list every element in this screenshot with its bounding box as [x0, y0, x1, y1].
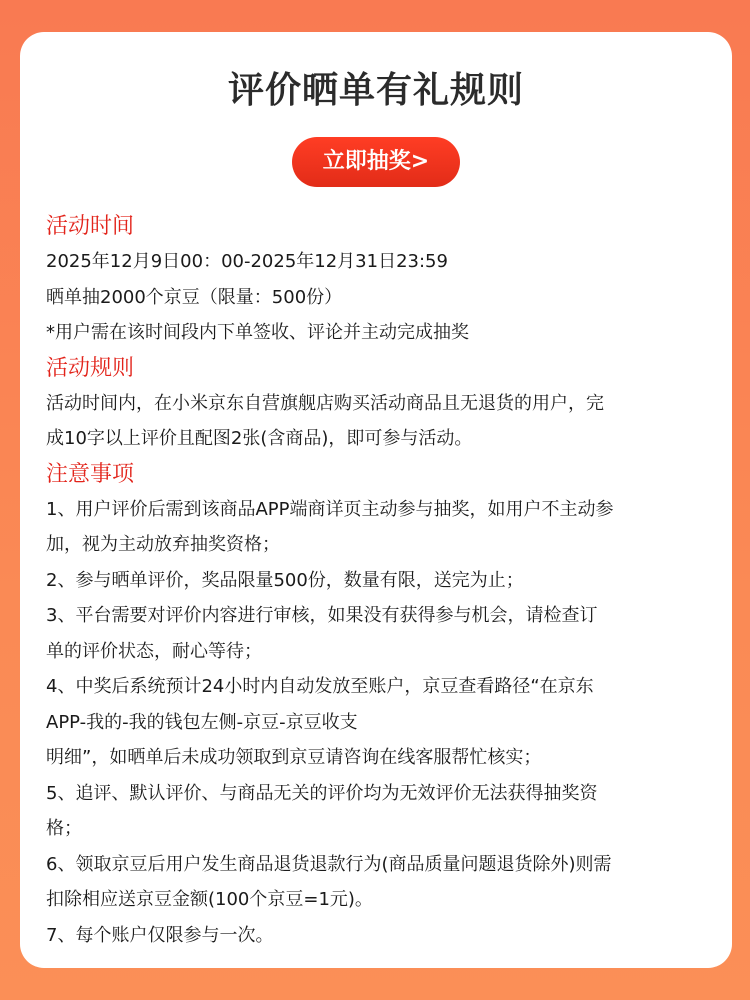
- notes-line: 加，视为主动放弃抽奖资格；: [46, 534, 280, 555]
- notes-line: APP-我的-我的钱包左侧-京豆-京豆收支: [46, 711, 358, 733]
- rules-line: 活动时间内，在小米京东自营旗舰店购买活动商品且无退货的用户，完: [46, 392, 604, 414]
- button-row: [46, 137, 706, 187]
- notes-line: 2、参与晒单评价，奖品限量500份，数量有限，送完为止；: [46, 569, 524, 591]
- notes-line: 5、追评、默认评价、与商品无关的评价均为无效评价无法获得抽奖资: [46, 782, 598, 804]
- section-title-activity-time: 活动时间: [46, 214, 135, 239]
- notes-line: 明细”，如晒单后未成功领取到京豆请咨询在线客服帮忙核实；: [46, 747, 542, 768]
- section-title-activity-rules: 活动规则: [46, 355, 135, 381]
- draw-now-button[interactable]: 立即抽奖>: [292, 137, 460, 187]
- notes-line: 格；: [46, 818, 82, 839]
- page-title: 评价晒单有礼规则: [227, 70, 524, 111]
- notes-line: 扣除相应送京豆金额(100个京豆=1元)。: [46, 889, 373, 910]
- rules-content: [46, 209, 706, 953]
- rules-line: 成10字以上评价且配图2张(含商品)，即可参与活动。: [46, 428, 473, 449]
- notes-line: 单的评价状态，耐心等待；: [46, 640, 262, 662]
- activity-prize-line: 晒单抽2000个京豆（限量：500份）: [46, 286, 343, 308]
- section-title-notes: 注意事项: [46, 461, 135, 487]
- activity-time-line: 2025年12月9日00：00-2025年12月31日23:59: [46, 251, 448, 272]
- notes-line: 3、平台需要对评价内容进行审核，如果没有获得参与机会，请检查订: [46, 605, 598, 626]
- notes-line: 6、领取京豆后用户发生商品退货退款行为(商品质量问题退货除外)则需: [46, 853, 612, 875]
- notes-line: 7、每个账户仅限参与一次。: [46, 924, 274, 946]
- activity-note-line: *用户需在该时间段内下单签收、评论并主动完成抽奖: [46, 322, 469, 343]
- notes-line: 4、中奖后系统预计24小时内自动发放至账户，京豆查看路径“在京东: [46, 676, 594, 697]
- notes-line: 1、用户评价后需到该商品APP端商详页主动参与抽奖，如用户不主动参: [46, 498, 614, 520]
- rules-card: [20, 32, 732, 968]
